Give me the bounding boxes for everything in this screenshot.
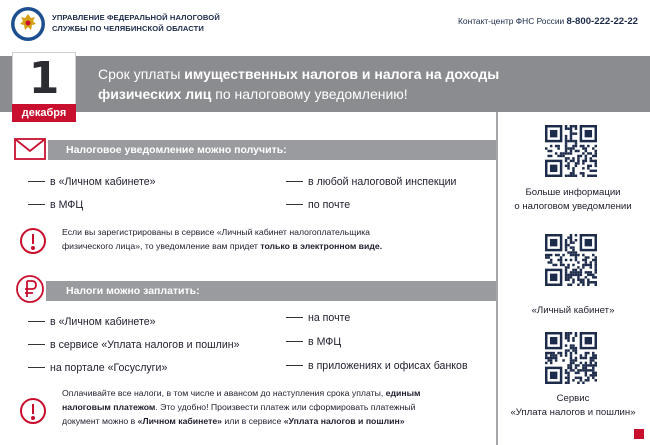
org-name [52,13,220,34]
header [0,0,650,48]
pay-note-l3-plain2: или в сервисе [222,416,284,426]
list-item [286,199,350,211]
notice-note-line2 [62,239,492,253]
org-name-line2: СЛУЖБЫ ПО ЧЕЛЯБИНСКОЙ ОБЛАСТИ [52,23,204,33]
fns-emblem-icon [10,6,46,42]
notice-post: по почте [308,199,351,211]
qr-code-icon [545,234,597,286]
pay-note-l3-bold2: «Уплата налогов и пошлин» [283,416,405,426]
list-item [28,316,155,328]
list-item [286,360,468,372]
contact-phone: 8-800-222-22-22 [566,16,638,27]
dash-marker [286,181,303,182]
pay-note-line2 [62,400,492,414]
dash-marker [28,181,45,182]
pay-note-l2-plain: . Это удобно! Произвести платеж или сформировать платежный [155,402,416,412]
qr-caption-service [498,392,648,420]
qr-caption-service-line1: Сервис [556,393,590,404]
contact-label: Контакт-центр ФНС России [458,16,565,26]
pay-note-line1 [62,386,492,400]
notice-note-line1: Если вы зарегистрированы в сервисе «Личный кабинет налогоплательщика [62,227,371,237]
deadline-text-bold: имущественных налогов и налога на доходы физических лиц [98,66,500,102]
dash-marker [286,317,303,318]
list-item [28,362,167,374]
contact-center [458,16,638,27]
calendar-month: декабря [12,104,76,122]
deadline-text-end: по налоговому уведомлению! [211,86,408,102]
pay-post: на почте [308,312,351,324]
dash-marker [28,204,45,205]
calendar-day: 1 [28,53,60,104]
notice-note-plain: физического лица», то уведомление вам придет [62,241,261,251]
notice-note-bold: только в электронном виде. [260,241,383,251]
qr-code-icon [545,125,597,177]
dash-marker [28,321,45,322]
dash-marker [286,365,303,366]
alert-icon [20,398,46,424]
envelope-icon [12,134,48,164]
list-item [286,176,456,188]
list-item [28,339,239,351]
pay-note-line3 [62,414,492,428]
corner-mark [634,429,644,439]
dash-marker [286,341,303,342]
list-item [286,312,350,324]
pay-gosuslugi: на портале «Госуслуги» [50,362,168,374]
section-pay-title: Налоги можно заплатить: [44,281,496,301]
list-item [28,199,83,211]
dash-marker [28,344,45,345]
pay-note-l3-plain1: документ можно в [62,416,138,426]
pay-note-l1-plain: Оплачивайте все налоги, в том числе и авансом до наступления срока уплаты, [62,388,386,398]
list-item [28,176,155,188]
qr-caption-info-line2: о налоговом уведомлении [514,201,632,212]
qr-caption-lk-line1: «Личный кабинет» [531,305,615,316]
qr-caption-info-line1: Больше информации [525,187,621,198]
qr-caption-info [498,186,648,214]
section-notice-title: Налоговое уведомление можно получить: [44,140,496,160]
deadline-text [98,64,528,104]
qr-caption-lk [498,304,648,318]
pay-note [62,386,492,428]
ruble-icon [14,273,46,305]
org-name-line1: УПРАВЛЕНИЕ ФЕДЕРАЛЬНОЙ НАЛОГОВОЙ [52,13,220,22]
pay-note-l2-bold: налоговым платежом [62,402,156,412]
notice-mfc: в МФЦ [50,199,84,211]
calendar-date [12,52,76,122]
list-item [286,336,341,348]
notice-inspection: в любой налоговой инспекции [308,176,457,188]
dash-marker [28,367,45,368]
pay-service: в сервисе «Уплата налогов и пошлин» [50,339,240,351]
alert-icon [20,228,46,254]
pay-note-l1-bold: единым [385,388,421,398]
qr-caption-service-line2: «Уплата налогов и пошлин» [510,407,636,418]
notice-lk: в «Личном кабинете» [50,176,156,188]
qr-code-icon [545,332,597,384]
notice-note [62,225,492,253]
deadline-text-start: Срок уплаты [98,66,185,82]
pay-lk: в «Личном кабинете» [50,316,156,328]
pay-banks: в приложениях и офисах банков [308,360,468,372]
pay-mfc: в МФЦ [308,336,342,348]
dash-marker [286,204,303,205]
pay-note-l3-bold1: «Личном кабинете» [137,416,222,426]
